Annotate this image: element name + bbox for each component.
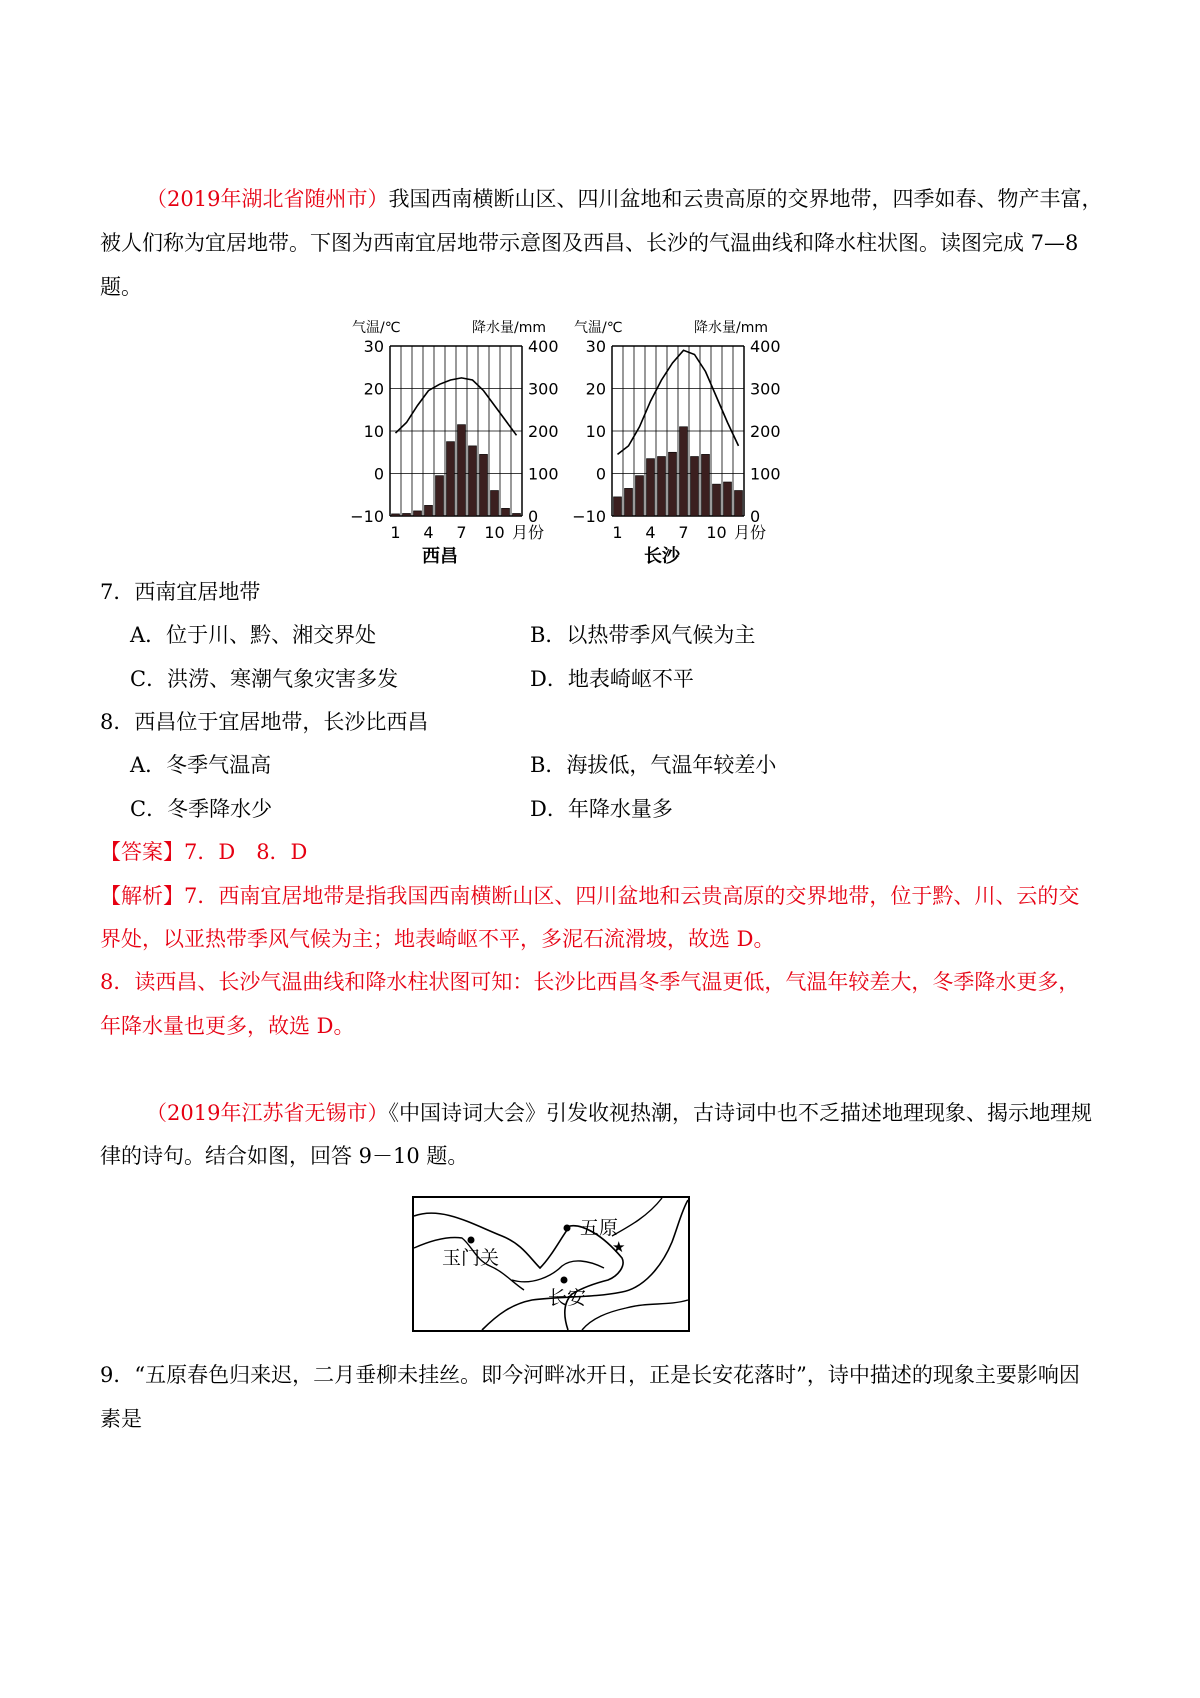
xichang-precip-tick: 100 xyxy=(528,464,559,484)
xichang-temp-axis-label: 气温/℃ xyxy=(352,320,401,336)
intro-line-1 xyxy=(146,184,1102,214)
changsha-precip-bar xyxy=(735,491,743,517)
intro2-text: 《中国诗词大会》引发收视热潮，古诗词中也不乏描述地理现象、揭示地理规 xyxy=(388,1101,1092,1125)
intro-line-3: 题。 xyxy=(100,275,142,299)
climate-charts-figure xyxy=(350,312,820,572)
changsha-precip-tick: 300 xyxy=(750,379,781,399)
xichang-month-tick: 7 xyxy=(456,523,467,542)
yumenguan-label: 玉门关 xyxy=(442,1247,500,1269)
q8-option-a: A．冬季气温高 xyxy=(130,753,272,777)
changsha-precip-bar xyxy=(724,482,732,516)
changsha-temp-tick: 0 xyxy=(595,464,606,484)
analysis-line-2: 界处，以亚热带季风气候为主；地表崎岖不平，多泥石流滑坡，故选 D。 xyxy=(100,927,775,951)
xichang-temp-tick: 20 xyxy=(363,379,384,399)
changsha-precip-bar xyxy=(614,497,622,516)
xichang-precip-bar xyxy=(480,454,488,516)
xichang-month-tick: 1 xyxy=(390,523,401,542)
star-icon: ★ xyxy=(612,1238,626,1256)
changsha-precip-bar xyxy=(625,488,633,516)
xichang-precip-tick: 300 xyxy=(528,379,559,399)
changsha-chart-title: 长沙 xyxy=(644,546,680,567)
changsha-precip-tick: 400 xyxy=(750,337,781,356)
yumenguan-dot xyxy=(468,1237,475,1244)
analysis-line-4: 年降水量也更多，故选 D。 xyxy=(100,1014,355,1038)
q9-stem-line-2: 素是 xyxy=(100,1407,142,1431)
xichang-precip-bar xyxy=(469,446,477,516)
q8-stem: 8．西昌位于宜居地带，长沙比西昌 xyxy=(100,710,429,734)
changsha-precip-bar xyxy=(669,452,677,516)
intro2-line-1 xyxy=(146,1098,1092,1128)
q7-option-d: D．地表崎岖不平 xyxy=(530,667,694,691)
changsha-precip-bar xyxy=(680,427,688,516)
changsha-precip-bar xyxy=(636,476,644,516)
xichang-temp-tick: 10 xyxy=(363,422,384,441)
changsha-precip-tick: 200 xyxy=(750,422,781,441)
changsha-month-tick: 10 xyxy=(706,523,727,542)
xichang-temp-tick: −10 xyxy=(350,507,384,526)
q7-option-c: C．洪涝、寒潮气象灾害多发 xyxy=(130,667,399,691)
xichang-precip-tick: 400 xyxy=(528,337,559,356)
xichang-precip-bar xyxy=(403,513,411,516)
intro-line-2: 被人们称为宜居地带。下图为西南宜居地带示意图及西昌、长沙的气温曲线和降水柱状图。读图完成 7—8 xyxy=(100,231,1079,255)
xichang-precip-tick: 200 xyxy=(528,422,559,441)
q7-option-b: B．以热带季风气候为主 xyxy=(530,623,756,647)
changsha-temp-tick: −10 xyxy=(572,507,606,526)
changsha-temp-tick: 20 xyxy=(585,379,606,399)
xichang-precip-bar xyxy=(414,511,422,516)
changsha-precip-bar xyxy=(691,457,699,517)
changsha-precip-bar xyxy=(658,457,666,517)
changsha-precip-bar xyxy=(702,454,710,516)
source-tag: （2019年湖北省随州市） xyxy=(146,187,389,211)
q7-stem: 7．西南宜居地带 xyxy=(100,580,261,604)
xichang-precip-bar xyxy=(447,442,455,516)
xichang-month-tick: 10 xyxy=(484,523,505,542)
changsha-month-tick: 7 xyxy=(678,523,689,542)
analysis-line-3: 8．读西昌、长沙气温曲线和降水柱状图可知：长沙比西昌冬季气温更低，气温年较差大，冬季降水更多， xyxy=(100,970,1080,994)
xichang-chart-title: 西昌 xyxy=(422,546,458,567)
wuyuan-dot xyxy=(564,1225,571,1232)
changsha-temp-tick: 10 xyxy=(585,422,606,441)
xichang-precip-bar xyxy=(392,514,400,516)
changan-label: 长安 xyxy=(548,1287,587,1309)
q8-option-d: D．年降水量多 xyxy=(530,797,673,821)
xichang-xlabel: 月份 xyxy=(512,523,545,542)
changsha-precip-bar xyxy=(713,484,721,516)
changsha-month-tick: 4 xyxy=(645,523,656,542)
changsha-month-tick: 1 xyxy=(612,523,623,542)
q8-option-c: C．冬季降水少 xyxy=(130,797,273,821)
changsha-temp-tick: 30 xyxy=(585,337,606,356)
map-figure xyxy=(412,1196,690,1332)
wuyuan-label: 五原 xyxy=(580,1217,619,1239)
xichang-precip-bar xyxy=(436,476,444,516)
analysis-line-1: 【解析】7．西南宜居地带是指我国西南横断山区、四川盆地和云贵高原的交界地带，位于黔、川、云的交 xyxy=(100,884,1080,908)
q9-stem-line-1: 9．“五原春色归来迟，二月垂柳未挂丝。即今河畔冰开日，正是长安花落时”，诗中描述的现象主要影响因 xyxy=(100,1363,1080,1387)
xichang-precip-bar xyxy=(491,491,499,517)
q8-option-b: B．海拔低，气温年较差小 xyxy=(530,753,777,777)
source-tag-2: （2019年江苏省无锡市） xyxy=(146,1101,389,1125)
intro-text: 我国西南横断山区、四川盆地和云贵高原的交界地带，四季如春、物产丰富， xyxy=(388,187,1103,211)
changsha-precip-tick: 100 xyxy=(750,464,781,484)
xichang-temp-tick: 0 xyxy=(373,464,384,484)
changsha-precip-tick: 0 xyxy=(750,507,761,526)
answer-line: 【答案】7．D 8．D xyxy=(100,840,308,864)
xichang-precip-bar xyxy=(425,505,433,516)
changsha-temp-axis-label: 气温/℃ xyxy=(574,320,623,336)
xichang-precip-bar xyxy=(458,425,466,516)
changsha-precip-axis-label: 降水量/mm xyxy=(694,320,768,336)
intro2-line-2: 律的诗句。结合如图，回答 9－10 题。 xyxy=(100,1144,469,1168)
xichang-temp-tick: 30 xyxy=(363,337,384,356)
xichang-precip-tick: 0 xyxy=(528,507,539,526)
q7-option-a: A．位于川、黔、湘交界处 xyxy=(130,623,377,647)
changsha-xlabel: 月份 xyxy=(734,523,767,542)
xichang-precip-bar xyxy=(502,508,510,516)
xichang-month-tick: 4 xyxy=(423,523,434,542)
xichang-precip-axis-label: 降水量/mm xyxy=(472,320,546,336)
xichang-precip-bar xyxy=(513,513,521,516)
changsha-precip-bar xyxy=(647,459,655,516)
changan-dot xyxy=(561,1277,568,1284)
